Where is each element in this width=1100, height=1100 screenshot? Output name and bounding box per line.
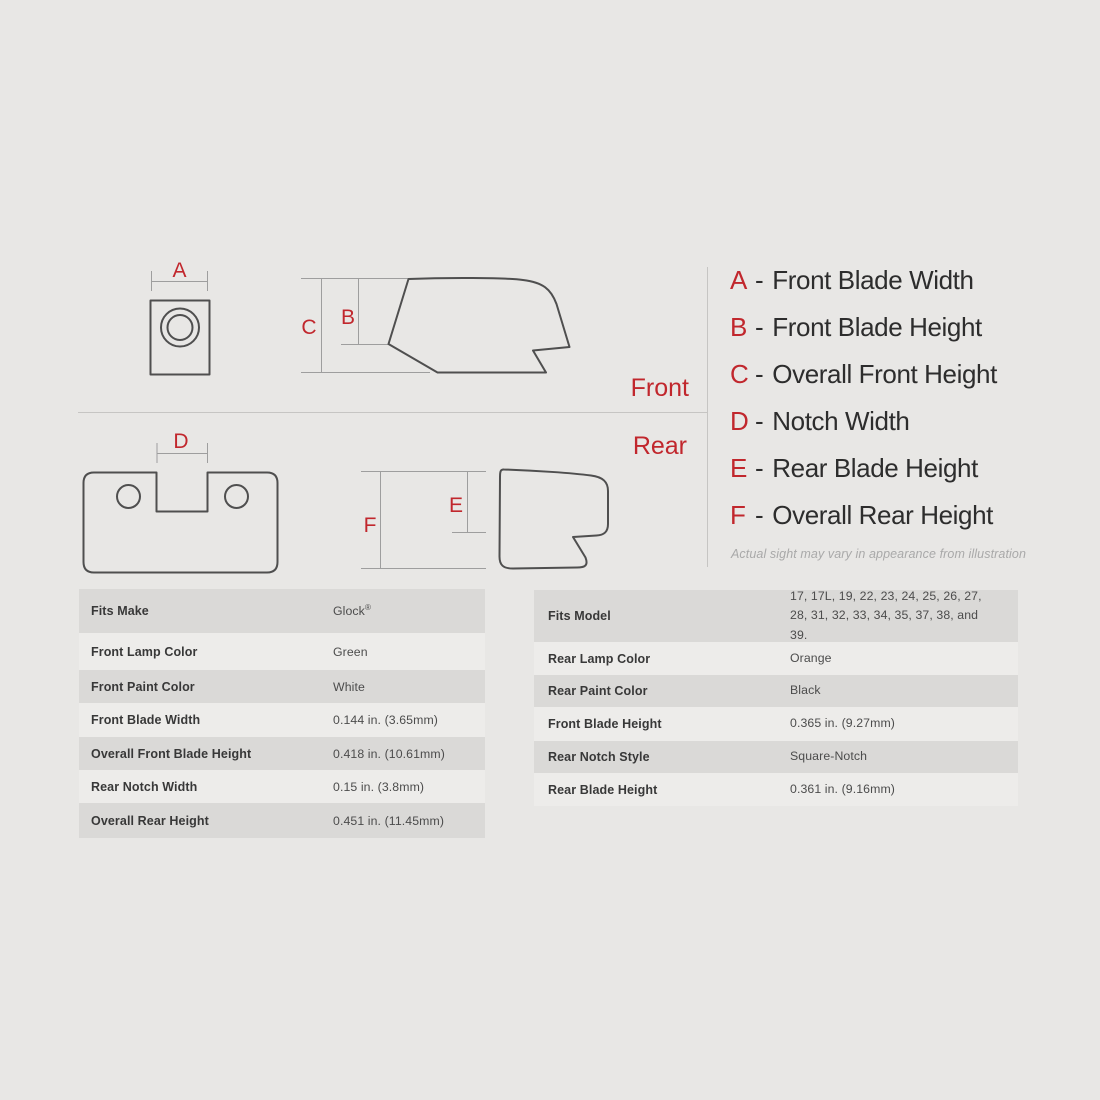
legend-separator: - bbox=[755, 500, 764, 530]
legend-letter: E bbox=[730, 453, 747, 483]
table-row bbox=[534, 675, 1018, 707]
spec-value: Orange bbox=[790, 650, 832, 665]
table-row bbox=[79, 703, 485, 737]
spec-label: Front Lamp Color bbox=[91, 644, 198, 659]
legend-label: Front Blade Width bbox=[772, 265, 974, 295]
legend-item-d bbox=[730, 398, 997, 445]
legend-item-f bbox=[730, 492, 997, 539]
legend-separator: - bbox=[755, 453, 764, 483]
dim-letter-d: D bbox=[173, 430, 189, 453]
legend-letter: C bbox=[730, 359, 749, 389]
legend-separator: - bbox=[755, 312, 764, 342]
legend-disclaimer: Actual sight may vary in appearance from illustration bbox=[731, 547, 1027, 561]
front-sight-profile-view bbox=[301, 278, 570, 373]
dim-letter-f: F bbox=[363, 514, 377, 537]
legend-item-b bbox=[730, 304, 997, 351]
rear-lamp-left bbox=[117, 485, 140, 508]
front-sight-body bbox=[151, 301, 210, 375]
legend-item-a bbox=[730, 257, 997, 304]
spec-value: 0.361 in. (9.16mm) bbox=[790, 781, 896, 796]
spec-label: Rear Blade Height bbox=[548, 782, 658, 797]
legend-label: Front Blade Height bbox=[772, 312, 982, 342]
spec-table-left bbox=[79, 589, 485, 838]
table-row bbox=[534, 773, 1018, 806]
spec-label: Rear Paint Color bbox=[548, 684, 648, 698]
spec-value: 0.15 in. (3.8mm) bbox=[333, 779, 425, 794]
front-sight-front-view bbox=[151, 259, 210, 375]
table-row bbox=[79, 737, 485, 770]
spec-label: Rear Lamp Color bbox=[548, 651, 651, 666]
table-row bbox=[79, 589, 485, 633]
front-lamp-inner-ring bbox=[168, 315, 193, 340]
front-sight-profile-shape bbox=[389, 278, 570, 373]
legend-letter: D bbox=[730, 406, 749, 436]
spec-value: Square-Notch bbox=[790, 749, 868, 764]
spec-label: Front Blade Height bbox=[548, 717, 662, 731]
legend-label: Overall Rear Height bbox=[772, 500, 993, 530]
legend-label: Notch Width bbox=[772, 406, 910, 436]
legend-letter: B bbox=[730, 312, 747, 342]
front-section-label: Front bbox=[630, 374, 689, 402]
spec-label: Front Blade Width bbox=[91, 713, 201, 727]
spec-label: Rear Notch Width bbox=[91, 779, 198, 794]
rear-sight-front-view bbox=[84, 430, 278, 573]
table-row bbox=[534, 741, 1018, 773]
spec-value: Black bbox=[790, 683, 821, 698]
rear-sight-body bbox=[84, 473, 278, 573]
spec-value: 17, 17L, 19, 22, 23, 24, 25, 26, 27, 28, 31, 32, 33, 34, 35, 37, 38, and 39. bbox=[790, 588, 982, 642]
registered-mark: ® bbox=[364, 603, 371, 613]
legend-item-e bbox=[730, 445, 997, 492]
spec-label: Rear Notch Style bbox=[548, 750, 650, 764]
legend-item-c bbox=[730, 351, 997, 398]
spec-label: Fits Make bbox=[91, 604, 149, 618]
spec-label: Overall Front Blade Height bbox=[91, 746, 252, 761]
legend-label: Rear Blade Height bbox=[772, 453, 978, 483]
spec-value: Green bbox=[333, 644, 368, 659]
spec-value: 0.144 in. (3.65mm) bbox=[333, 713, 439, 727]
rear-lamp-right bbox=[225, 485, 248, 508]
table-row bbox=[79, 770, 485, 803]
table-row bbox=[534, 642, 1018, 675]
spec-value: 0.365 in. (9.27mm) bbox=[790, 716, 896, 731]
legend-separator: - bbox=[755, 406, 764, 436]
spec-value: 0.451 in. (11.45mm) bbox=[333, 813, 445, 828]
rear-section-label: Rear bbox=[632, 432, 687, 460]
dim-letter-e: E bbox=[448, 494, 464, 517]
spec-value: White bbox=[333, 679, 365, 694]
table-row bbox=[79, 633, 485, 670]
table-row bbox=[79, 803, 485, 838]
legend-separator: - bbox=[755, 359, 764, 389]
dim-letter-b: B bbox=[340, 306, 356, 329]
legend-letter: F bbox=[730, 500, 746, 530]
legend-letter: A bbox=[730, 265, 747, 295]
make-name: Glock bbox=[333, 604, 365, 619]
dim-letter-c: C bbox=[301, 316, 317, 339]
rear-sight-profile-shape bbox=[500, 469, 609, 568]
dim-letter-a: A bbox=[172, 259, 187, 282]
spec-label: Front Paint Color bbox=[91, 679, 195, 694]
spec-label: Overall Rear Height bbox=[91, 813, 209, 828]
table-row bbox=[79, 670, 485, 703]
spec-table-right bbox=[534, 590, 1018, 806]
legend-separator: - bbox=[755, 265, 764, 295]
rear-sight-profile-view bbox=[361, 469, 608, 568]
spec-value bbox=[333, 603, 371, 618]
table-row bbox=[534, 590, 1018, 642]
table-row bbox=[534, 707, 1018, 741]
legend-label: Overall Front Height bbox=[772, 359, 997, 389]
spec-value: 0.418 in. (10.61mm) bbox=[333, 746, 445, 761]
dimension-legend bbox=[730, 257, 997, 539]
spec-label: Fits Model bbox=[548, 609, 611, 623]
